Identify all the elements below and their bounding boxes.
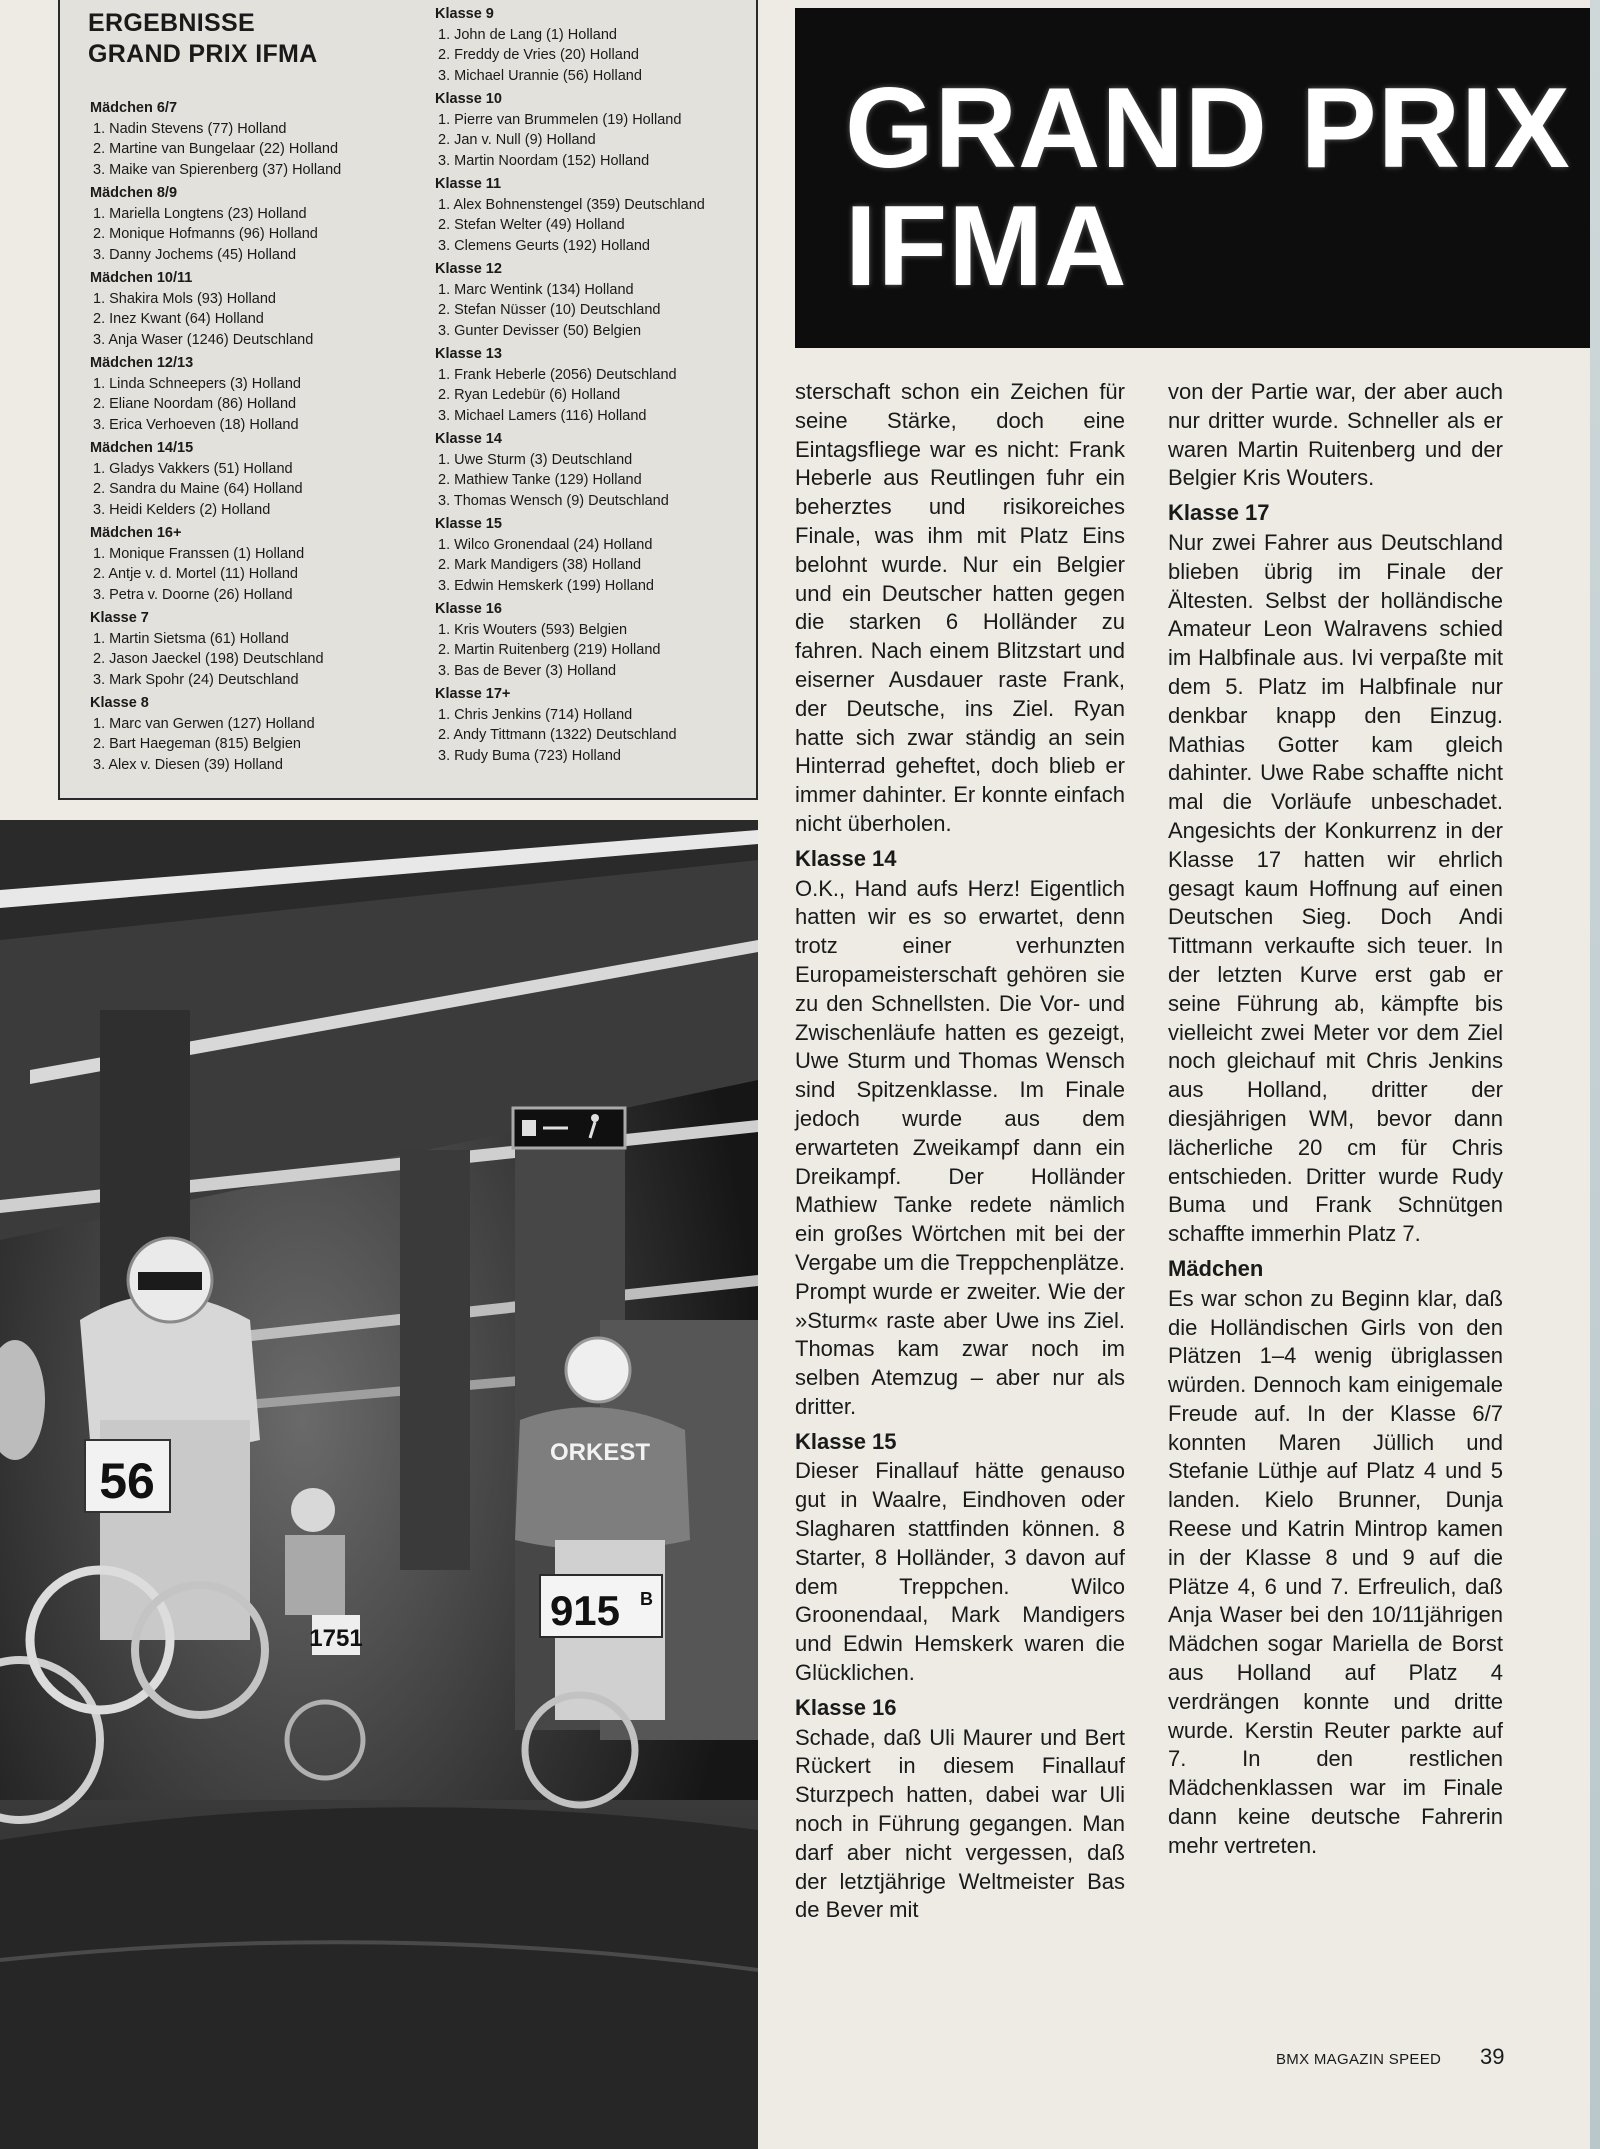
results-entry: 1. Mariella Longtens (23) Holland [93, 205, 307, 222]
results-title-line1: ERGEBNISSE [88, 9, 255, 37]
results-entry: 3. Gunter Devisser (50) Belgien [438, 322, 642, 339]
results-entry: 2. Antje v. d. Mortel (11) Holland [93, 566, 298, 582]
results-entry: 2. Mark Mandigers (38) Holland [438, 557, 642, 573]
article-column-2 [1168, 378, 1503, 1861]
section-text-klasse-17: Nur zwei Fahrer aus Deutschland blieben übrig im Finale der Ältesten. Selbst der holländische Amateur Leon Walravens schied im Halbfinale aus. Ivi verpaßte mit dem 5. Platz im Halbfinale nur denkbar knapp den Einzug. Mathias Gotter kam gleich dahinter. Uwe Rabe schaffte nicht mal die Vorläufe unbeschadet. Angesichts der Konkurrenz in der Klasse 17 hatten wir ehrlich gesagt kaum Hoffnung auf einen Deutschen Sieg. Doch Andi Tittmann verkaufte sich teuer. In der letzten Kurve erst gab er seine Führung ab, kämpfte bis vielleicht zwei Meter vor dem Ziel noch gleichauf mit Chris Jenkins aus Holland, dritter der diesjährigen WM, bevor dann lächerliche 20 cm für Chris entschieden. Dritter wurde Rudy Buma und Frank Schnütgen schaffte immerhin Platz 7. [1168, 529, 1503, 1247]
plate-56: 56 [99, 1453, 155, 1509]
results-entry: 2. Mathiew Tanke (129) Holland [438, 472, 642, 488]
results-entry: 3. Edwin Hemskerk (199) Holland [438, 577, 654, 594]
results-entry: 1. Pierre van Brummelen (19) Holland [438, 111, 682, 128]
results-entry: 2. Bart Haegeman (815) Belgien [93, 736, 301, 752]
results-entry: 2. Andy Tittmann (1322) Deutschland [438, 727, 677, 743]
results-entry: 1. Frank Heberle (2056) Deutschland [438, 366, 677, 383]
article-column-1 [795, 378, 1125, 1925]
results-entry: 1. Marc Wentink (134) Holland [438, 281, 634, 298]
results-class-heading: Klasse 16 [435, 601, 502, 617]
results-entry: 3. Anja Waser (1246) Deutschland [93, 331, 314, 348]
results-class-heading: Mädchen 10/11 [90, 270, 193, 286]
headline [845, 65, 1571, 310]
plate-915: 915 [549, 1587, 621, 1634]
article-continuation: von der Partie war, der aber auch nur dritter wurde. Schneller als er waren Martin Ruitenberg und der Belgier Kris Wouters. [1168, 379, 1503, 491]
section-text-maedchen: Es war schon zu Beginn klar, daß die Holländischen Girls von den Plätzen 1–4 wenig übriglassen würden. Dennoch kam einigemale Freude auf. In der Klasse 6/7 konnten Maren Jüllich und Stefanie Lüthje auf Platz 4 und 5 landen. Kielo Brunner, Dunja Reese und Katrin Mintrop kamen in der Klasse 8 und 9 auf die Plätze 4, 6 und 7. Erfreulich, daß Anja Waser bei den 10/11jährigen Mädchen sogar Mariella de Borst aus Holland auf Platz 4 verdrängen konnte und dritte wurde. Kerstin Reuter parkte auf 7. In den restlichen Mädchenklassen war im Finale dann keine deutsche Fahrerin mehr vertreten. [1168, 1285, 1503, 1858]
exit-sign [513, 1108, 625, 1148]
results-entry: 3. Maike van Spierenberg (37) Holland [93, 161, 342, 178]
results-entry: 1. Nadin Stevens (77) Holland [93, 120, 287, 137]
results-class-heading: Klasse 9 [435, 6, 494, 22]
results-class-heading: Klasse 14 [435, 431, 502, 447]
page-number: 39 [1480, 2044, 1505, 2069]
results-class-heading: Klasse 7 [90, 610, 149, 626]
results-entry: 1. Shakira Mols (93) Holland [93, 290, 276, 307]
results-entry: 1. Linda Schneepers (3) Holland [93, 375, 301, 392]
results-class-heading: Klasse 12 [435, 261, 502, 277]
results-entry: 2. Martine van Bungelaar (22) Holland [93, 141, 339, 157]
results-class-heading: Klasse 11 [435, 176, 502, 192]
results-entry: 2. Sandra du Maine (64) Holland [93, 481, 303, 497]
article-intro: sterschaft schon ein Zeichen für seine Stärke, doch eine Eintagsfliege war es nicht: Frank Heberle aus Reutlingen fuhr ein beherztes und risikoreiches Finale, was ihm mit Platz Eins belohnt wurde. Nur ein Belgier und ein Deutscher hatten gegen die starken 6 Holländer zu fahren. Nach einem Blitzstart und eiserner Ausdauer raste Frank, der Deutsche, ins Ziel. Ryan hatte sich zwar ständig an sein Hinterrad geheftet, doch blieb er immer dahinter. Er konnte einfach nicht überholen. [795, 379, 1125, 836]
results-title [88, 8, 318, 70]
results-entry: 2. Stefan Nüsser (10) Deutschland [438, 302, 661, 318]
results-entry: 1. Alex Bohnenstengel (359) Deutschland [438, 196, 705, 213]
results-entry: 3. Martin Noordam (152) Holland [438, 152, 650, 169]
headline-line2: IFMA [845, 183, 1128, 310]
results-class-heading: Mädchen 12/13 [90, 355, 194, 371]
section-title-klasse-14: Klasse 14 [795, 845, 897, 871]
results-entry: 2. Inez Kwant (64) Holland [93, 311, 264, 327]
results-class-heading: Mädchen 14/15 [90, 440, 194, 456]
section-title-klasse-17: Klasse 17 [1168, 500, 1270, 526]
results-class-heading: Mädchen 8/9 [90, 185, 178, 201]
results-entry: 3. Mark Spohr (24) Deutschland [93, 671, 299, 688]
results-entry: 3. Erica Verhoeven (18) Holland [93, 416, 299, 433]
results-box [58, 0, 758, 800]
footer-magazine-name: BMX MAGAZIN SPEED [1276, 2051, 1442, 2068]
results-entry: 2. Martin Ruitenberg (219) Holland [438, 642, 661, 658]
results-entry: 3. Thomas Wensch (9) Deutschland [438, 492, 669, 509]
plate-915-suffix: B [640, 1589, 653, 1609]
results-entry: 2. Eliane Noordam (86) Holland [93, 396, 297, 412]
results-entry: 2. Ryan Ledebür (6) Holland [438, 387, 621, 403]
section-title-maedchen: Mädchen [1168, 1255, 1264, 1281]
section-text-klasse-15: Dieser Finallauf hätte genauso gut in Waalre, Eindhoven oder Slagharen stattfinden können. 8 Starter, 8 Holländer, 3 davon auf dem Treppchen. Wilco Groonendaal, Mark Mandigers und Edwin Hemskerk waren die Glücklichen. [795, 1458, 1125, 1686]
results-entry: 1. Gladys Vakkers (51) Holland [93, 460, 293, 477]
results-entry: 3. Clemens Geurts (192) Holland [438, 237, 650, 254]
page-edge [1590, 0, 1600, 2149]
results-entry: 1. Kris Wouters (593) Belgien [438, 621, 628, 638]
headline-box [795, 8, 1600, 348]
results-entry: 3. Michael Lamers (116) Holland [438, 407, 647, 424]
results-title-line2: GRAND PRIX IFMA [88, 40, 318, 68]
results-column-2 [435, 4, 755, 766]
results-class-heading: Klasse 13 [435, 346, 502, 362]
results-column-1 [90, 98, 410, 775]
section-title-klasse-15: Klasse 15 [795, 1428, 897, 1454]
headline-line1: GRAND PRIX [845, 65, 1571, 192]
results-class-heading: Klasse 8 [90, 695, 149, 711]
results-entry: 2. Freddy de Vries (20) Holland [438, 47, 639, 63]
section-text-klasse-16: Schade, daß Uli Maurer und Bert Rückert in diesem Finallauf Sturzpech hatten, dabei war Uli noch in Führung gegangen. Man darf aber nicht vergessen, daß der letztjährige Weltmeister Bas de Bever mit [795, 1724, 1125, 1923]
results-entry: 2. Stefan Welter (49) Holland [438, 217, 625, 233]
results-entry: 1. Wilco Gronendaal (24) Holland [438, 536, 653, 553]
results-entry: 1. Martin Sietsma (61) Holland [93, 630, 289, 647]
results-entry: 2. Jan v. Null (9) Holland [438, 132, 596, 148]
results-entry: 1. Monique Franssen (1) Holland [93, 545, 305, 562]
results-class-heading: Klasse 17+ [435, 686, 511, 702]
results-entry: 3. Rudy Buma (723) Holland [438, 747, 621, 764]
results-entry: 3. Petra v. Doorne (26) Holland [93, 586, 293, 603]
section-title-klasse-16: Klasse 16 [795, 1694, 897, 1720]
results-entry: 3. Bas de Bever (3) Holland [438, 662, 617, 679]
results-entry: 2. Monique Hofmanns (96) Holland [93, 226, 318, 242]
bmx-race-photo [0, 820, 758, 2149]
results-entry: 3. Heidi Kelders (2) Holland [93, 501, 271, 518]
results-class-heading: Mädchen 6/7 [90, 100, 178, 116]
results-entry: 3. Alex v. Diesen (39) Holland [93, 756, 283, 773]
plate-kid: 1751 [309, 1625, 363, 1652]
jersey-text: ORKEST [549, 1439, 651, 1466]
results-entry: 2. Jason Jaeckel (198) Deutschland [93, 651, 324, 667]
results-class-heading: Klasse 15 [435, 516, 502, 532]
results-class-heading: Klasse 10 [435, 91, 502, 107]
results-entry: 3. Danny Jochems (45) Holland [93, 246, 297, 263]
results-entry: 1. Marc van Gerwen (127) Holland [93, 715, 315, 732]
section-text-klasse-14: O.K., Hand aufs Herz! Eigentlich hatten wir es so erwartet, denn trotz einer verhunzten Europameisterschaft gehören sie zu den Schnellsten. Die Vor- und Zwischenläufe hatten es gezeigt, Uwe Sturm und Thomas Wensch sind Spitzenklasse. Im Finale jedoch wurde aus dem erwarteten Zweikampf dann ein Dreikampf. Der Holländer Mathiew Tanke redete nämlich ein großes Wörtchen mit bei der Vergabe um die Treppchenplätze. Prompt wurde er zweiter. Wie der »Sturm« raste aber Uwe ins Ziel. Thomas kam zwar noch im selben Atemzug – aber nur als dritter. [795, 875, 1125, 1419]
results-entry: 1. Chris Jenkins (714) Holland [438, 706, 633, 723]
results-class-heading: Mädchen 16+ [90, 525, 182, 541]
results-entry: 1. John de Lang (1) Holland [438, 26, 617, 43]
results-entry: 1. Uwe Sturm (3) Deutschland [438, 451, 633, 468]
results-entry: 3. Michael Urannie (56) Holland [438, 67, 642, 84]
